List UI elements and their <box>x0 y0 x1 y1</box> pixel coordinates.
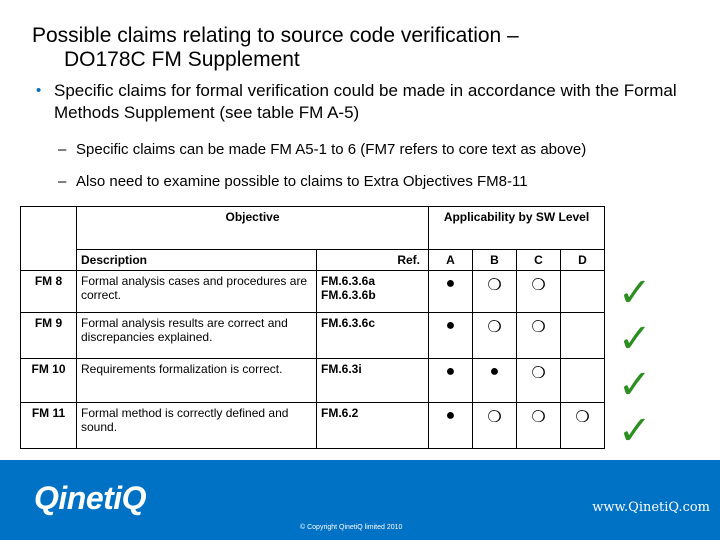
sub-bullet-marker: – <box>58 173 67 190</box>
objective-ref: FM.6.3.6c <box>317 313 429 359</box>
header-description: Description <box>77 250 317 271</box>
table-row <box>21 271 605 313</box>
check-icon: ✓ <box>618 362 652 408</box>
level-d-marker <box>561 359 605 403</box>
table-corner-cell <box>21 207 77 271</box>
sub-bullet-2 <box>58 172 708 192</box>
header-level-b: B <box>473 250 517 271</box>
level-a-marker: ● <box>429 313 473 359</box>
sub-bullet-2-text: Also need to examine possible to claims to Extra Objectives FM8-11 <box>76 173 528 190</box>
header-level-d: D <box>561 250 605 271</box>
objective-description: Requirements formalization is correct. <box>77 359 317 403</box>
sub-bullet-marker: – <box>58 141 67 158</box>
main-bullet <box>36 80 696 124</box>
objective-ref: FM.6.2 <box>317 403 429 449</box>
footer-bar <box>0 460 720 540</box>
level-b-marker: ❍ <box>473 271 517 313</box>
header-applicability: Applicability by SW Level <box>429 207 605 250</box>
level-c-marker: ❍ <box>517 271 561 313</box>
slide-title-line2: DO178C FM Supplement <box>64 48 300 71</box>
level-b-marker: ● <box>473 359 517 403</box>
slide-title <box>32 24 672 72</box>
header-level-c: C <box>517 250 561 271</box>
objective-id: FM 10 <box>21 359 77 403</box>
level-d-marker <box>561 313 605 359</box>
sub-bullet-1 <box>58 140 708 160</box>
level-b-marker: ❍ <box>473 403 517 449</box>
level-d-marker <box>561 271 605 313</box>
table-row <box>21 359 605 403</box>
check-icon: ✓ <box>618 408 652 454</box>
objective-description: Formal analysis results are correct and discrepancies explained. <box>77 313 317 359</box>
table-row <box>21 313 605 359</box>
objective-ref: FM.6.3.6a FM.6.3.6b <box>317 271 429 313</box>
level-a-marker: ● <box>429 403 473 449</box>
level-c-marker: ❍ <box>517 403 561 449</box>
header-objective: Objective <box>77 207 429 250</box>
objective-id: FM 8 <box>21 271 77 313</box>
main-bullet-text: Specific claims for formal verification could be made in accordance with the Formal Methods Supplement (see table FM A-5) <box>54 81 677 122</box>
bullet-marker: • <box>36 82 42 99</box>
fm-objectives-table <box>20 206 605 449</box>
website-link[interactable]: www.QinetiQ.com <box>592 500 710 515</box>
header-ref: Ref. <box>317 250 429 271</box>
objective-description: Formal method is correctly defined and sound. <box>77 403 317 449</box>
check-icon: ✓ <box>618 316 652 362</box>
copyright-text: © Copyright QinetiQ limited 2010 <box>300 524 403 531</box>
objective-description: Formal analysis cases and procedures are correct. <box>77 271 317 313</box>
level-a-marker: ● <box>429 271 473 313</box>
objective-id: FM 11 <box>21 403 77 449</box>
level-b-marker: ❍ <box>473 313 517 359</box>
level-c-marker: ❍ <box>517 359 561 403</box>
table-row <box>21 403 605 449</box>
qinetiq-logo: QinetiQ <box>34 480 147 516</box>
level-c-marker: ❍ <box>517 313 561 359</box>
check-icon: ✓ <box>618 270 652 316</box>
objective-id: FM 9 <box>21 313 77 359</box>
level-a-marker: ● <box>429 359 473 403</box>
level-d-marker: ❍ <box>561 403 605 449</box>
sub-bullet-1-text: Specific claims can be made FM A5-1 to 6 (FM7 refers to core text as above) <box>76 141 587 158</box>
slide-title-line1: Possible claims relating to source code verification – <box>32 24 519 47</box>
tick-column <box>618 270 650 454</box>
header-level-a: A <box>429 250 473 271</box>
objective-ref: FM.6.3i <box>317 359 429 403</box>
